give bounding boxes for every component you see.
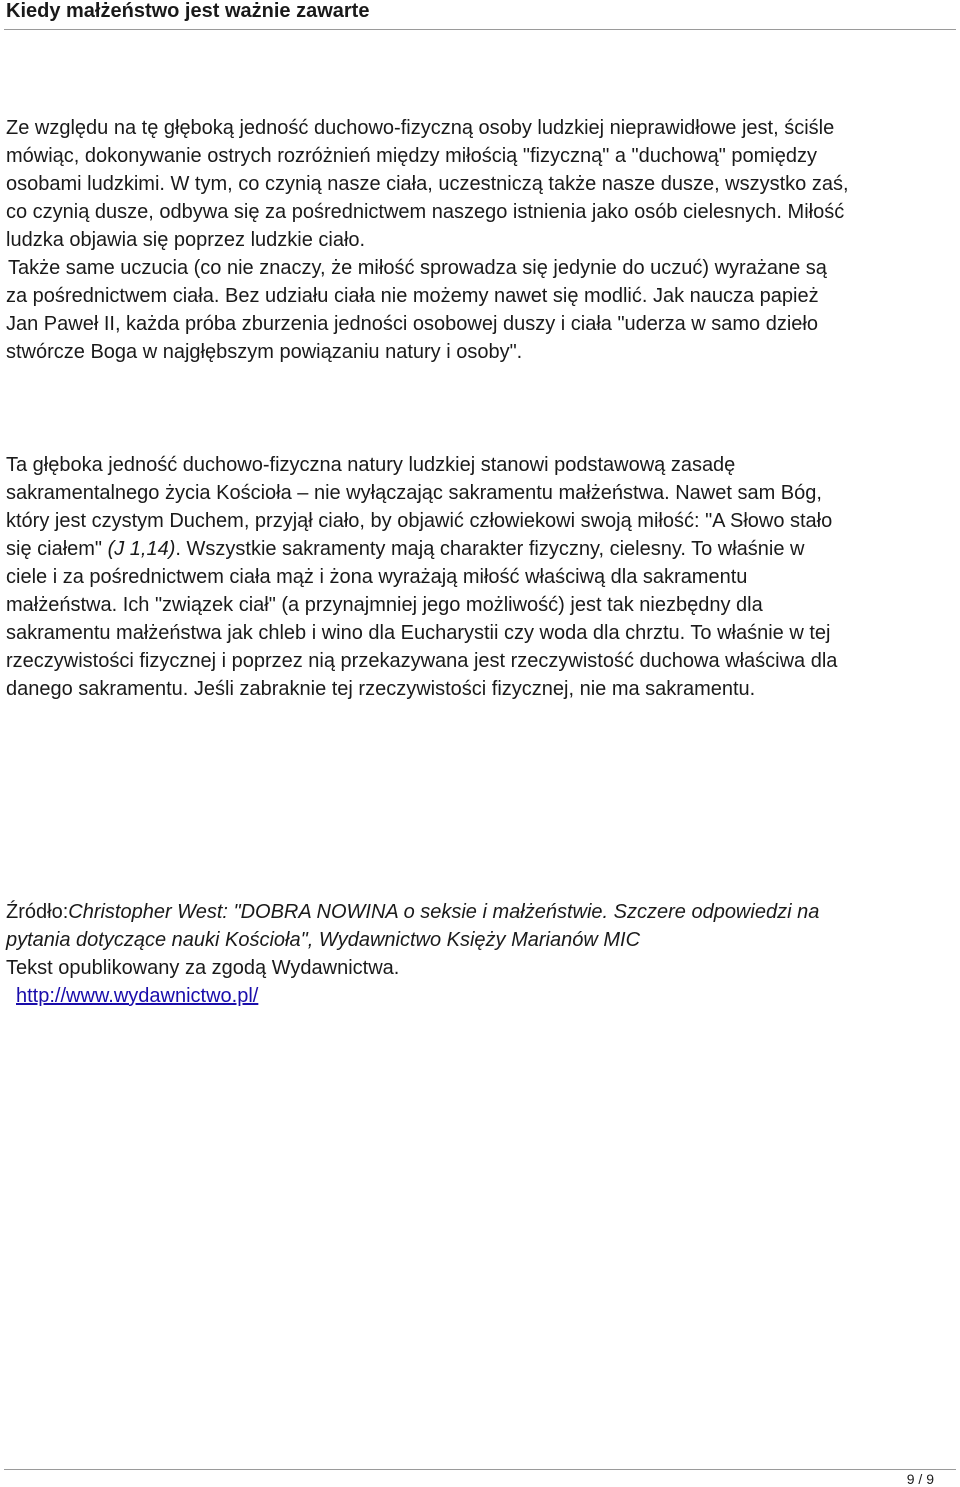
text-line: małżeństwa. Ich "związek ciał" (a przynajmniej jego możliwość) jest tak niezbędny dla <box>6 594 763 616</box>
text-line: Jan Paweł II, każda próba zburzenia jedności osobowej duszy i ciała "uderza w samo dzieło <box>6 313 818 335</box>
page-number: 9 / 9 <box>906 1471 934 1487</box>
text-segment: się ciałem" <box>6 538 108 560</box>
link-line <box>6 982 952 1010</box>
text-line: co czynią dusze, odbywa się za pośrednictwem naszego istnienia jako osób cielesnych. Miłość <box>6 201 845 223</box>
text-line: ludzka objawia się poprzez ludzkie ciało. <box>6 229 366 251</box>
source-label: Źródło: <box>6 901 69 923</box>
text-line: sakramentalnego życia Kościoła – nie wyłączając sakramentu małżeństwa. Nawet sam Bóg, <box>6 482 822 504</box>
source-citation: Christopher West: "DOBRA NOWINA o seksie i małżeństwie. Szczere odpowiedzi na <box>68 901 820 923</box>
publication-note: Tekst opublikowany za zgodą Wydawnictwa. <box>6 957 400 979</box>
paragraph-body-2 <box>6 451 952 703</box>
text-segment: . Wszystkie sakramenty mają charakter fizyczny, cielesny. To właśnie w <box>175 538 805 560</box>
text-line: Ta głęboka jedność duchowo-fizyczna natury ludzkiej stanowi podstawową zasadę <box>6 454 736 476</box>
source-citation: pytania dotyczące nauki Kościoła", Wydawnictwo Księży Marianów MIC <box>6 929 641 951</box>
text-line: stwórcze Boga w najgłębszym powiązaniu natury i osoby". <box>6 341 523 363</box>
text-line: sakramentu małżeństwa jak chleb i wino dla Eucharystii czy woda dla chrztu. To właśnie w tej <box>6 622 831 644</box>
footer-divider <box>4 1469 956 1470</box>
text-line: Także same uczucia (co nie znaczy, że miłość sprowadza się jedynie do uczuć) wyrażane są <box>8 257 827 279</box>
page-title: Kiedy małżeństwo jest ważnie zawarte <box>6 0 370 22</box>
source-section <box>6 898 952 1010</box>
publisher-link[interactable]: http://www.wydawnictwo.pl/ <box>16 985 259 1007</box>
text-line <box>6 535 952 563</box>
text-line: który jest czystym Duchem, przyjął ciało, by objawić człowiekowi swoją miłość: "A Słowo stało <box>6 510 833 532</box>
text-line: osobami ludzkimi. W tym, co czynią nasze ciała, uczestniczą także nasze dusze, wszystko zaś, <box>6 173 849 195</box>
text-line: za pośrednictwem ciała. Bez udziału ciała nie możemy nawet się modlić. Jak naucza papież <box>6 285 819 307</box>
source-line <box>6 898 952 926</box>
text-line: Ze względu na tę głęboką jedność duchowo-fizyczną osoby ludzkiej nieprawidłowe jest, ściśle <box>6 117 835 139</box>
text-line: ciele i za pośrednictwem ciała mąż i żona wyrażają miłość właściwą dla sakramentu <box>6 566 748 588</box>
text-line: mówiąc, dokonywanie ostrych rozróżnień między miłością "fizyczną" a "duchową" pomiędzy <box>6 145 817 167</box>
header-divider <box>4 29 956 30</box>
text-line: rzeczywistości fizycznej i poprzez nią przekazywana jest rzeczywistość duchowa właściwa dla <box>6 650 838 672</box>
paragraph-body-1 <box>6 114 952 366</box>
scripture-citation: (J 1,14) <box>107 538 176 560</box>
text-line: danego sakramentu. Jeśli zabraknie tej rzeczywistości fizycznej, nie ma sakramentu. <box>6 678 756 700</box>
